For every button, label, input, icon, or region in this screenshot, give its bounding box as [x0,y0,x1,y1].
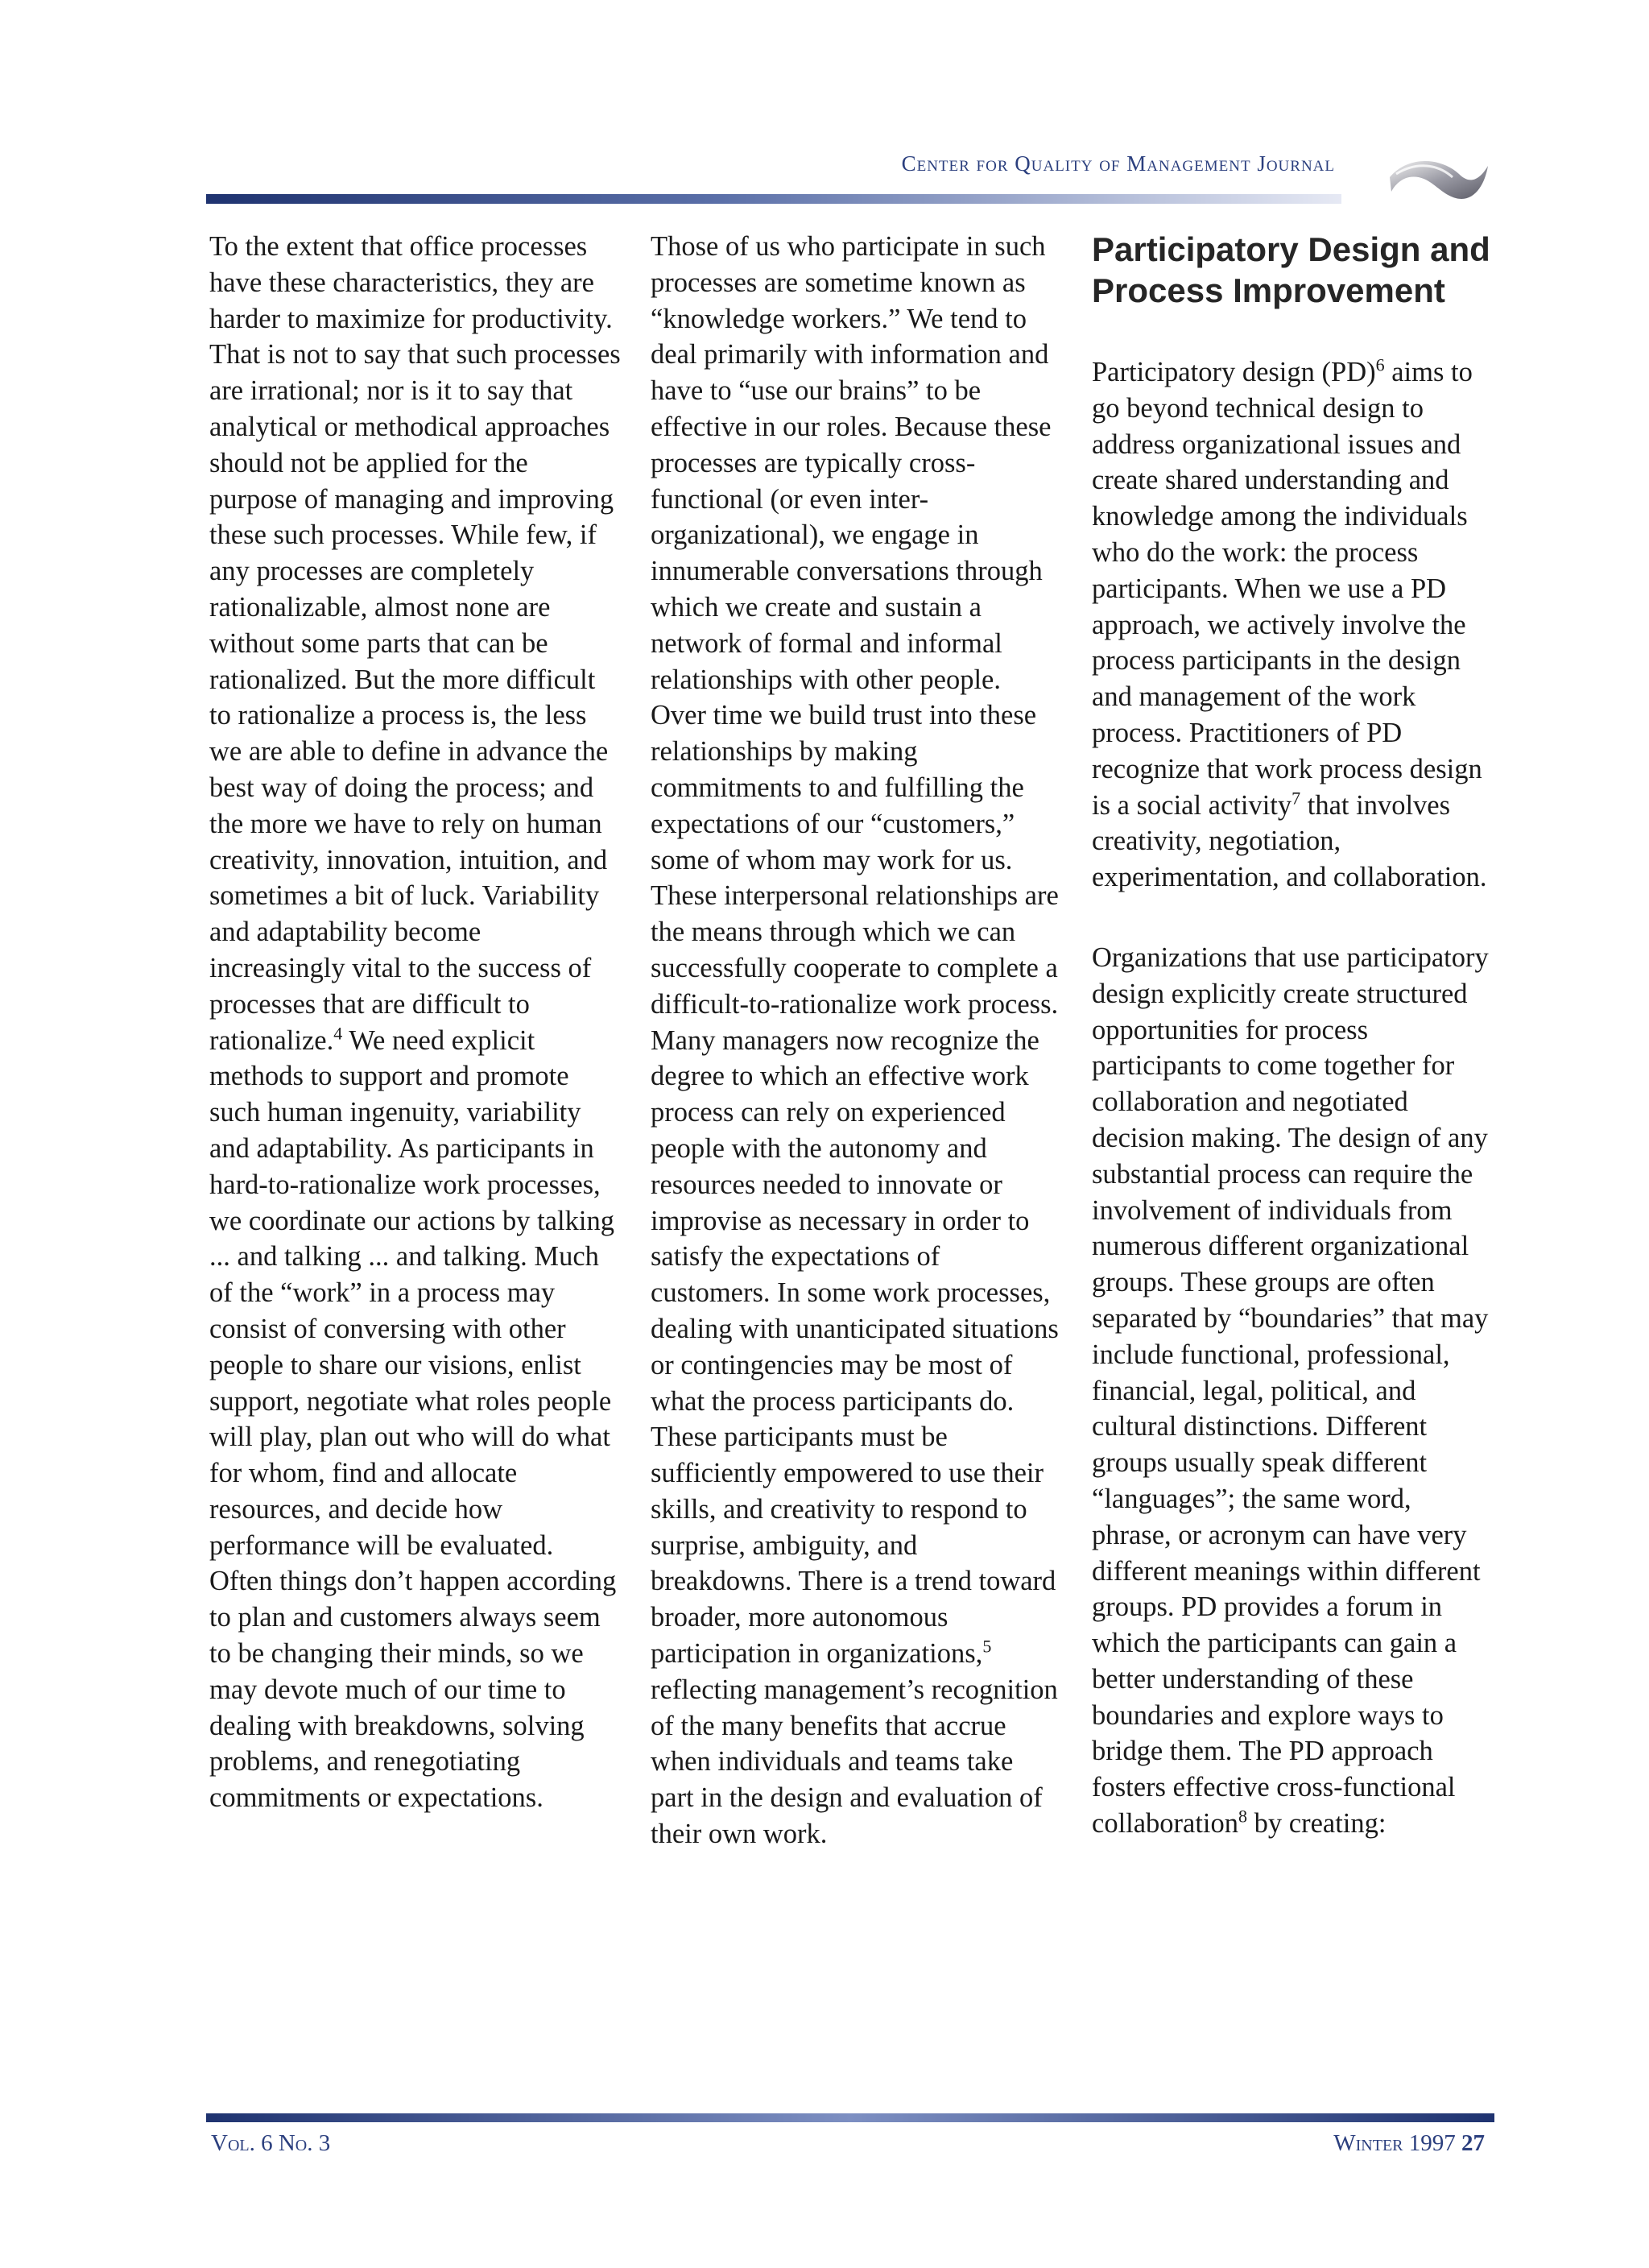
footnote-marker: 8 [1238,1806,1248,1827]
body-paragraph: Participatory design (PD)$^6$ aims to go beyond technical design to address organizational issues and create shared understanding and knowledge among the individuals who do the work: the process participants. When we use a PD approach, we actively involve the process participants in the design and management of the work process. Practitioners of PD recognize that work process design is a social activity$^7$ that involves creativity, negotiation, experimentation, and collaboration. [1092,354,1487,893]
journal-title: Center for Quality of Management Journal [901,151,1335,176]
body-paragraph: Those of us who participate in such processes are sometime known as “knowledge workers.” We tend to deal primarily with information and have to “use our brains” to be effective in our roles. Because these processes are typically cross-functional (or even inter-organizational), we engage in innumerable conversations through which we create and sustain a network of formal and informal relationships with other people. Over time we build trust into these relationships by making commitments to and fulfilling the expectations of our “customers,” some of whom may work for us. These interpersonal relationships are the means through which we can successfully cooperate to complete a difficult-to-rationalize work process. [651,231,1059,1020]
cqm-swoosh-logo-icon [1385,150,1491,208]
footnote-marker: 6 [1375,354,1385,375]
body-paragraph: Organizations that use participatory design explicitly create structured opportunities for process participants to come together for collaboration and negotiated decision making. The design of any substantial process can require the involvement of individuals from numerous different organizational groups. These groups are often separated by “boundaries” that may include functional, professional, financial, legal, political, and cultural distinctions. Different groups usually speak different “languages”; the same word, phrase, or acronym can have very different meanings within different groups. PD provides a forum in which the participants can gain a better understanding of these boundaries and explore ways to bridge them. The PD approach fosters effective cross-functional collaboration$^8$ by creating: [1092,942,1489,1840]
header-rule [206,194,1341,204]
footnote-marker: 7 [1292,788,1301,809]
issue-label: Winter 1997 [1333,2130,1456,2156]
body-paragraph: Many managers now recognize the degree to which an effective work process can rely on experienced people with the autonomy and resources needed to innovate or improvise as necessary in order to satisfy the expectations of customers. In some work processes, dealing with unanticipated situations or contingencies may be most of what the process participants do. These participants must be sufficiently empowered to use their skills, and creativity to respond to surprise, ambiguity, and breakdowns. There is a trend toward broader, more autonomous participation in organizations,$^5$ reflecting management’s recognition of the many benefits that accrue when individuals and teams take part in the design and evaluation of their own work. [651,1024,1059,1850]
footnote-marker: 5 [982,1636,992,1657]
column-2 [651,229,1063,1852]
footer-rule [206,2113,1494,2122]
volume-label: Vol. 6 No. 3 [211,2130,331,2156]
page-number: 27 [1461,2130,1485,2156]
issue-and-page [1333,2130,1485,2157]
section-heading: Participatory Design and Process Improvement [1092,230,1490,309]
column-3 [1092,229,1494,1842]
body-paragraph: To the extent that office processes have these characteristics, they are harder to maximize for productivity. That is not to say that such processes are irrational; nor is it to say that analytical or methodical approaches should not be applied for the purpose of managing and improving these such processes. While few, if any processes are completely rationalizable, almost none are without some parts that can be rationalized. But the more difficult to rationalize a process is, the less we are able to define in advance the best way of doing the process; and the more we have to rely on human creativity, innovation, intuition, and sometimes a bit of luck. Variability and adaptability become increasingly vital to the success of processes that are difficult to rationalize.$^4$ We need explicit methods to support and promote such human ingenuity, variability and adaptability. As participants in hard-to-rationalize work processes, we coordinate our actions by talking ... and talking ... and talking. Much of the “work” in a process may consist of conversing with other people to share our visions, enlist support, negotiate what roles people will play, plan out who will do what for whom, find and allocate resources, and decide how performance will be evaluated. Often things don’t happen according to plan and customers always seem to be changing their minds, so we may devote much of our time to dealing with breakdowns, solving problems, and renegotiating commitments or expectations. [209,231,621,1814]
column-1 [209,229,622,1816]
footnote-marker: 4 [333,1023,343,1044]
